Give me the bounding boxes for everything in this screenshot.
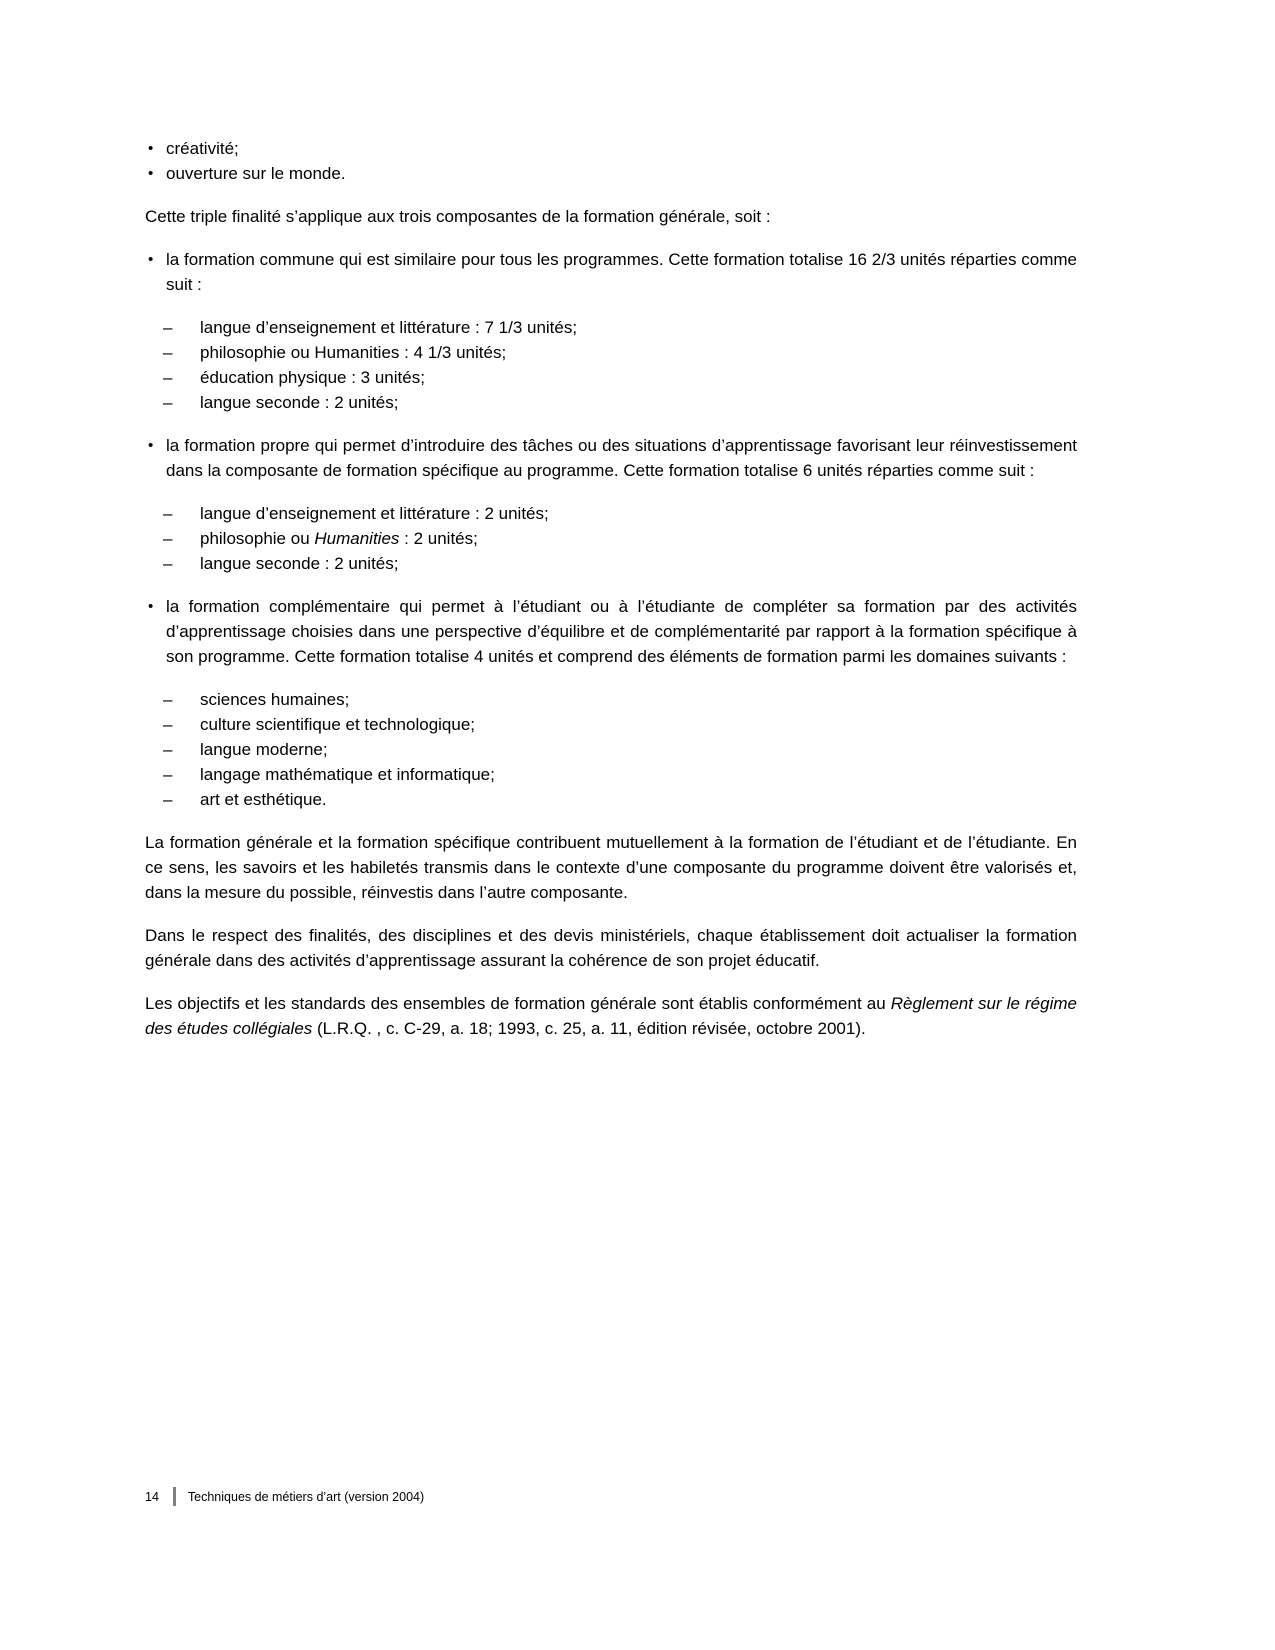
list-item-text: art et esthétique.: [200, 790, 327, 809]
bullet-icon: •: [148, 598, 154, 615]
dash-icon: –: [163, 690, 173, 709]
dash-icon: –: [163, 393, 173, 412]
paragraph-mutuel: La formation générale et la formation spécifique contribuent mutuellement à la formation de l’étudiant et de l’étudiante. En ce sens, les savoirs et les habiletés transmis dans le contexte d’une composante du programme doivent être valorisés et, dans la mesure du possible, réinvestis dans l’autre composante.: [145, 833, 1077, 902]
list-item: [145, 433, 1077, 483]
list-item-text: la formation complémentaire qui permet à l’étudiant ou à l’étudiante de compléter sa formation par des activités d’apprentissage choisies dans une perspective d’équilibre et de complémentarité par rapport à la formation spécifique à son programme. Cette formation totalise 4 unités et comprend des éléments de formation parmi les domaines suivants :: [166, 597, 1077, 666]
dash-icon: –: [163, 368, 173, 387]
text-segment: philosophie ou: [200, 529, 315, 548]
list-item-text: éducation physique : 3 unités;: [200, 368, 425, 387]
list-item: [145, 594, 1077, 669]
bullet-icon: •: [148, 251, 154, 268]
list-item: [145, 161, 1077, 186]
list-item: [145, 340, 1077, 365]
list-item-text: culture scientifique et technologique;: [200, 715, 476, 734]
list-item-text: ouverture sur le monde.: [166, 164, 346, 183]
italic-text: Règlement sur le régime des études collégiales: [145, 994, 1077, 1038]
dash-icon: –: [163, 790, 173, 809]
list-item: [145, 787, 1077, 812]
list-item-text: langue d’enseignement et littérature : 7 1/3 unités;: [200, 318, 578, 337]
dash-icon: –: [163, 343, 173, 362]
page-number: 14: [145, 1489, 159, 1504]
list-item-text: sciences humaines;: [200, 690, 350, 709]
list-item: [145, 390, 1077, 415]
bullet-icon: •: [148, 437, 154, 454]
list-item: [145, 315, 1077, 340]
dash-list-complementaire: [145, 687, 1077, 812]
list-item: [145, 551, 1077, 576]
list-item: [145, 136, 1077, 161]
list-item: [145, 365, 1077, 390]
dash-icon: –: [163, 504, 173, 523]
list-item: [145, 247, 1077, 297]
page-content: [145, 136, 1077, 1059]
list-item: [145, 762, 1077, 787]
paragraph-intro: Cette triple finalité s’applique aux trois composantes de la formation générale, soit :: [145, 207, 771, 226]
list-item-text: langage mathématique et informatique;: [200, 765, 495, 784]
italic-text: Humanities: [314, 529, 400, 548]
list-item: [145, 526, 1077, 551]
dash-list-propre: [145, 501, 1077, 576]
list-item-text: la formation commune qui est similaire pour tous les programmes. Cette formation totalise 16 2/3 unités réparties comme suit :: [166, 250, 1077, 294]
list-item-text: langue d’enseignement et littérature : 2 unités;: [200, 504, 549, 523]
bullet-formation-propre: [145, 433, 1077, 483]
dash-list-commune: [145, 315, 1077, 415]
list-item-text: créativité;: [166, 139, 239, 158]
list-item: [145, 737, 1077, 762]
bullet-formation-commune: [145, 247, 1077, 297]
dash-icon: –: [163, 529, 173, 548]
list-item: [145, 501, 1077, 526]
footer-title: Techniques de métiers d’art (version 2004): [187, 1489, 425, 1504]
text-segment: Les objectifs et les standards des ensembles de formation générale sont établis conformément au: [145, 994, 891, 1013]
paragraph-objectifs: [145, 991, 1077, 1041]
footer-divider: [173, 1487, 176, 1506]
text-segment: (L.R.Q. , c. C-29, a. 18; 1993, c. 25, a. 11, édition révisée, octobre 2001).: [312, 1019, 866, 1038]
dash-icon: –: [163, 740, 173, 759]
footer: [145, 1487, 424, 1506]
dash-icon: –: [163, 554, 173, 573]
paragraph-respect: Dans le respect des finalités, des disciplines et des devis ministériels, chaque établissement doit actualiser la formation générale dans des activités d’apprentissage assurant la cohérence de son projet éducatif.: [145, 926, 1077, 970]
list-item: [145, 687, 1077, 712]
list-item-text: langue seconde : 2 unités;: [200, 554, 399, 573]
list-item-text: [200, 529, 478, 548]
bullet-icon: •: [148, 140, 154, 157]
text-segment: : 2 unités;: [399, 529, 478, 548]
dash-icon: –: [163, 318, 173, 337]
list-item-text: la formation propre qui permet d’introduire des tâches ou des situations d’apprentissage favorisant leur réinvestissement dans la composante de formation spécifique au programme. Cette formation totalise 6 unités réparties comme suit :: [166, 436, 1077, 480]
list-item-text: langue moderne;: [200, 740, 328, 759]
top-bullet-list: [145, 136, 1077, 186]
bullet-formation-complementaire: [145, 594, 1077, 669]
list-item-text: langue seconde : 2 unités;: [200, 393, 399, 412]
dash-icon: –: [163, 715, 173, 734]
dash-icon: –: [163, 765, 173, 784]
list-item-text: philosophie ou Humanities : 4 1/3 unités;: [200, 343, 507, 362]
list-item: [145, 712, 1077, 737]
bullet-icon: •: [148, 165, 154, 182]
